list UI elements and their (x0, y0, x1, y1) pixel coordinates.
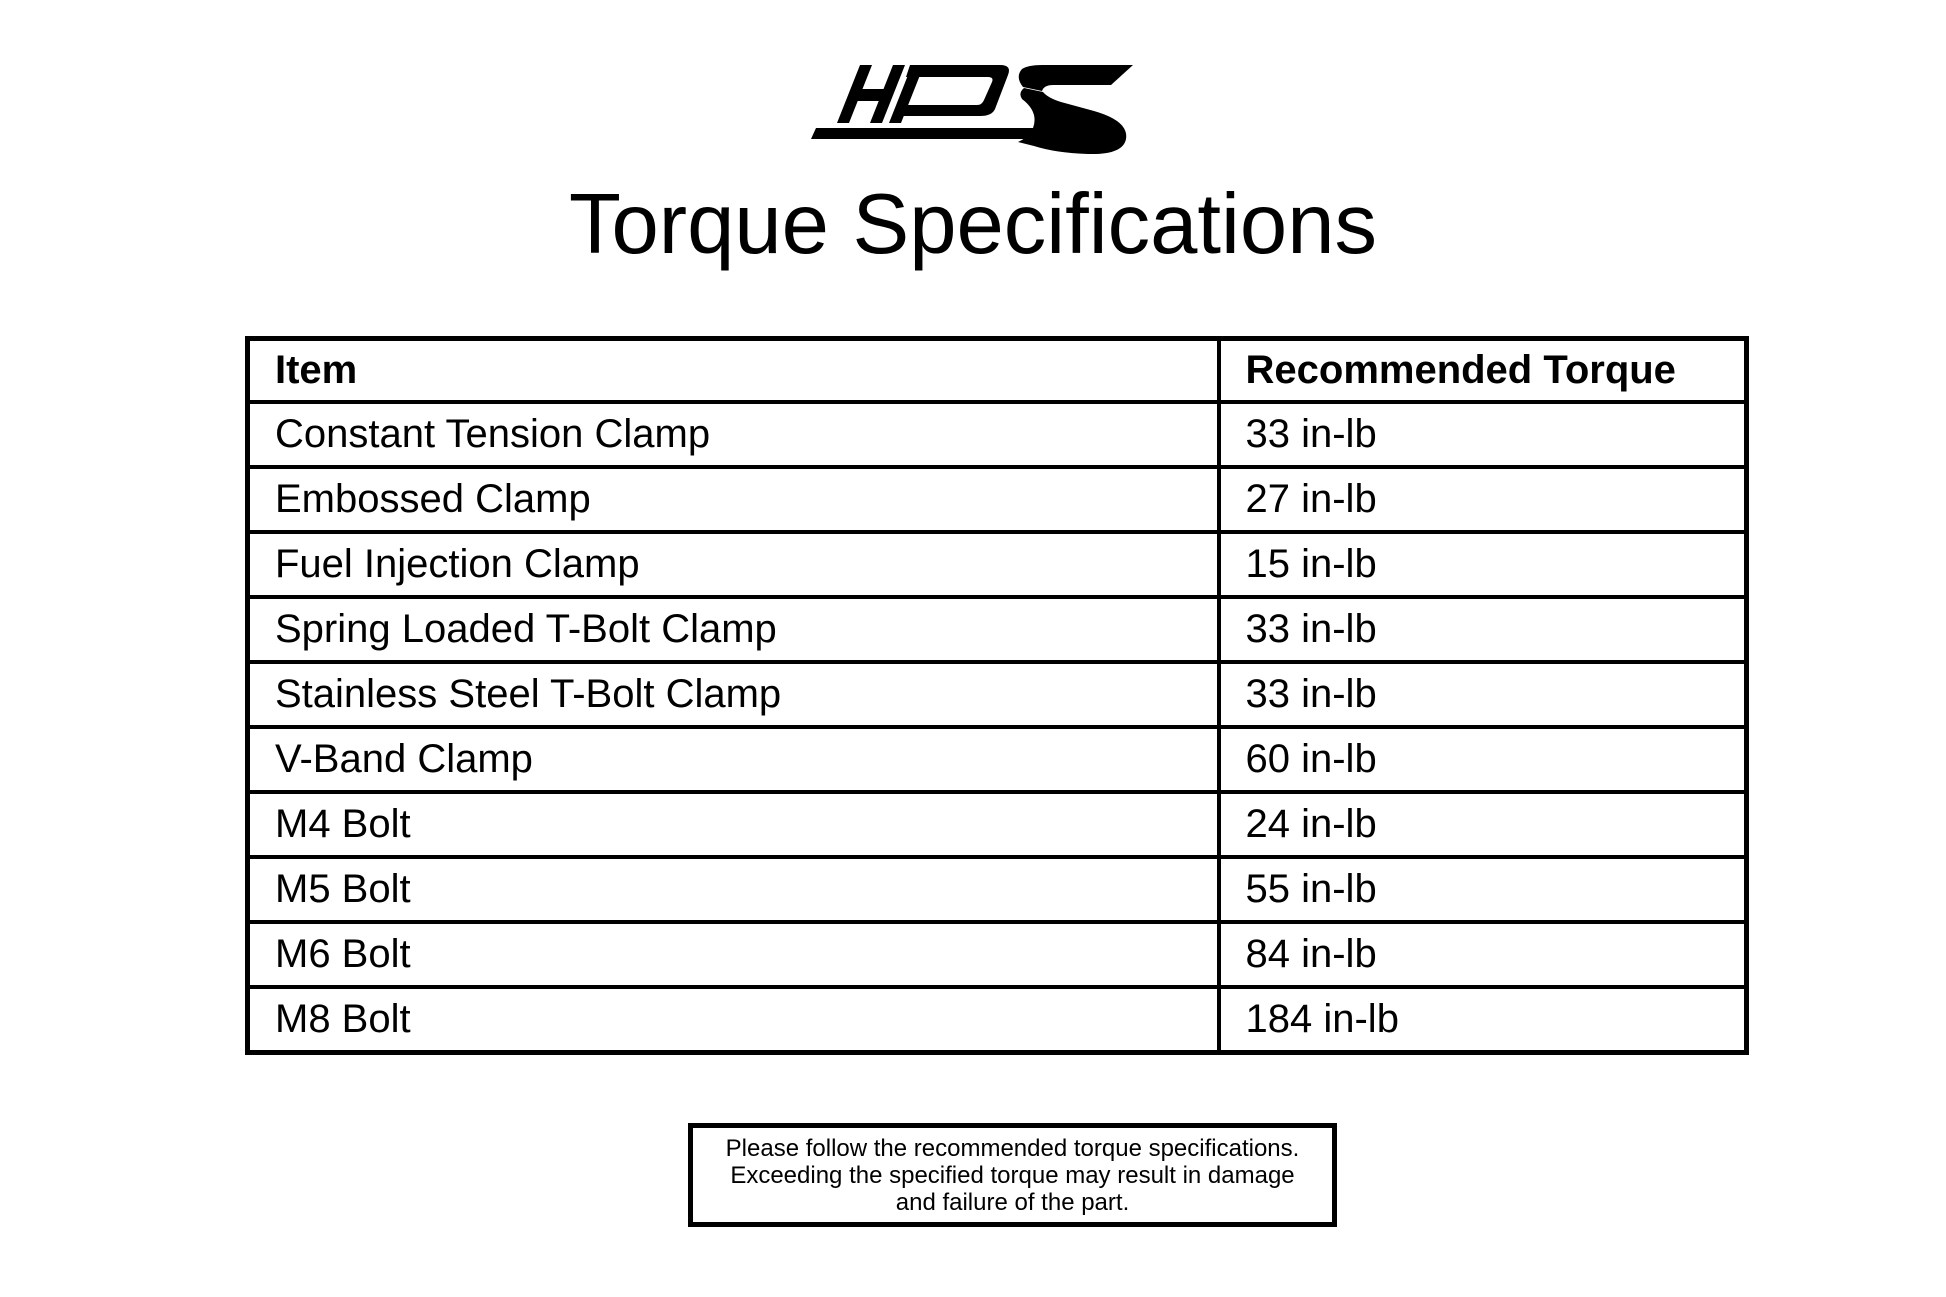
hps-logo-graphic (806, 60, 1136, 155)
table-row (248, 467, 1747, 532)
page-title: Torque Specifications (569, 177, 1377, 272)
table-row (248, 727, 1747, 792)
table-row (248, 987, 1747, 1053)
torque-cell: 60 in-lb (1219, 727, 1747, 792)
item-cell: Constant Tension Clamp (248, 402, 1219, 467)
item-cell: M8 Bolt (248, 987, 1219, 1053)
item-cell: Spring Loaded T-Bolt Clamp (248, 597, 1219, 662)
column-header-recommended-torque: Recommended Torque (1219, 339, 1747, 403)
torque-cell: 24 in-lb (1219, 792, 1747, 857)
torque-cell: 33 in-lb (1219, 597, 1747, 662)
table-row (248, 597, 1747, 662)
table-row (248, 662, 1747, 727)
torque-cell: 84 in-lb (1219, 922, 1747, 987)
item-cell: M5 Bolt (248, 857, 1219, 922)
item-cell: Stainless Steel T-Bolt Clamp (248, 662, 1219, 727)
table-row (248, 922, 1747, 987)
table-row (248, 792, 1747, 857)
note-line: Exceeding the specified torque may result in damage (730, 1161, 1295, 1189)
torque-spec-table (245, 336, 1749, 1055)
table-header-row (248, 339, 1747, 403)
hps-logo (806, 60, 1136, 155)
torque-cell: 55 in-lb (1219, 857, 1747, 922)
torque-cell: 33 in-lb (1219, 662, 1747, 727)
column-header-item: Item (248, 339, 1219, 403)
torque-cell: 15 in-lb (1219, 532, 1747, 597)
note-line: and failure of the part. (895, 1188, 1130, 1216)
item-cell: M4 Bolt (248, 792, 1219, 857)
torque-warning-note (688, 1123, 1337, 1227)
torque-cell: 33 in-lb (1219, 402, 1747, 467)
table-row (248, 532, 1747, 597)
item-cell: Fuel Injection Clamp (248, 532, 1219, 597)
item-cell: M6 Bolt (248, 922, 1219, 987)
item-cell: V-Band Clamp (248, 727, 1219, 792)
table-row (248, 402, 1747, 467)
table-row (248, 857, 1747, 922)
item-cell: Embossed Clamp (248, 467, 1219, 532)
torque-cell: 27 in-lb (1219, 467, 1747, 532)
note-line: Please follow the recommended torque specifications. (725, 1134, 1300, 1162)
torque-cell: 184 in-lb (1219, 987, 1747, 1053)
